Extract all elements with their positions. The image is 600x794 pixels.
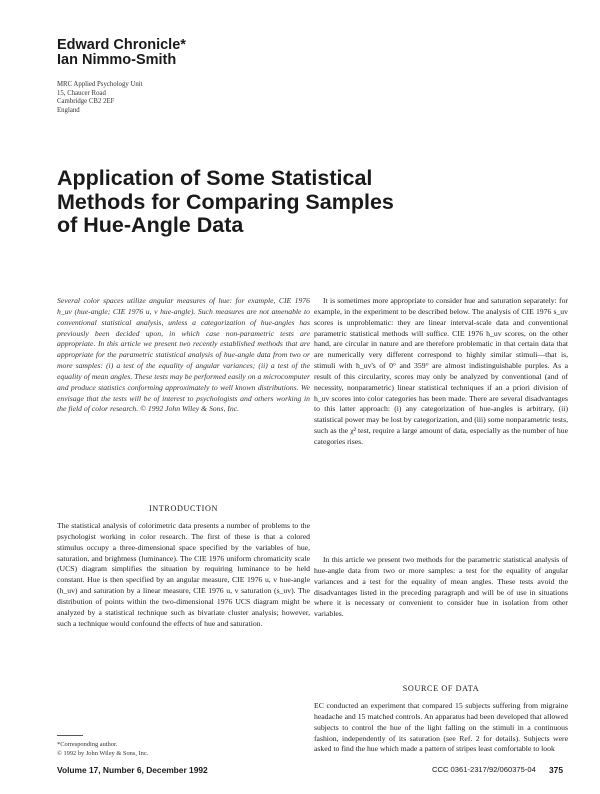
- page-number: 375: [549, 765, 563, 775]
- affiliation-line: 15, Chaucer Road: [57, 89, 106, 97]
- article-title: [57, 167, 477, 238]
- affiliation-line: MRC Applied Psychology Unit: [57, 81, 143, 88]
- body-paragraph: It is sometimes more appropriate to consider hue and saturation separately: for example, in the experiment to be described below. The analysis of CIE 1976 s_uv scores is unproblematic: they are linear interval-scale data and conventional parametric statistical methods will suffice. CIE 1976 h_uv scores, on the other hand, are circular in nature and are therefore problematic in that certain data that are numerically very different correspond to highly similar stimuli—that is, stimuli with h_uv's of 0° and 359° are almost indistinguishable purples. As a result of this circularity, scores may only be analyzed by conventional (and of necessity, nonparametric) linear statistical techniques if an a priori division of h_uv scores into color categories has been made. There are several disadvantages to this latter approach: (i) any categorization of hue-angles is arbitrary, (ii) statistical power may be lost by categorization, and (iii) some nonparametric tests, such as the χ² test, require a large amount of data, especially as the number of hue categories rises.: [314, 296, 568, 446]
- journal-issue: Volume 17, Number 6, December 1992: [57, 765, 208, 775]
- intro-heading: INTRODUCTION: [148, 504, 219, 513]
- author-name: Ian Nimmo-Smith: [57, 52, 177, 68]
- affiliation-line: England: [57, 106, 80, 114]
- right-column-para2: [314, 555, 568, 620]
- footnote-line: *Corresponding author.: [57, 741, 118, 748]
- footnote-rule: [57, 735, 83, 736]
- right-column-para1: [314, 296, 568, 448]
- title-line: of Hue-Angle Data: [57, 213, 244, 237]
- abstract-text: Several color spaces utilize angular measures of hue: for example, CIE 1976 h_uv (hue-angle; CIE 1976 u, v hue-angle). Such measures are not amenable to conventional statistical analysis, unless a categorization of hue-angles has previously been decided upon, in which case non-parametric tests are appropriate. In this article we present two recently established methods that are appropriate for the parametric statistical analysis of hue-angle data from two or more samples: (i) a test of the equality of angular variances; (ii) a test of the equality of mean angles. These tests may be performed easily on a microcomputer and produce statistics conforming approximately to well known distributions. We envisage that the tests will be of interest to psychologists and others working in the field of color research. © 1992 John Wiley & Sons, Inc.: [57, 296, 310, 414]
- title-line: Methods for Comparing Samples: [57, 189, 394, 214]
- affiliation-line: Cambridge CB2 2EF: [57, 98, 115, 106]
- author-name: Edward Chronicle*: [57, 37, 186, 53]
- author-block: [57, 38, 186, 68]
- source-body: [314, 701, 568, 755]
- intro-paragraph: The statistical analysis of colorimetric data presents a number of problems to the psychologist working in color research. The first of these is that a colored stimulus occupy a three-dimensional space specified by the variables of hue, saturation, and brightness (luminance). The CIE 1976 uniform chromaticity scale (UCS) diagram simplifies the situation by requiring luminance to be held constant. Hue is then specified by an angular measure, CIE 1976 u, v hue-angle (h_uv) and saturation by a linear measure, CIE 1976 u, v saturation (s_uv). The distribution of points within the two-dimensional 1976 UCS diagram might be analyzed by a statistical technique such as bivariate cluster analysis; however, such a technique would confound the effects of hue and saturation.: [57, 521, 310, 628]
- footnote: [57, 740, 148, 758]
- ccc-code: CCC 0361-2317/92/060375-04: [432, 765, 536, 774]
- body-paragraph: EC conducted an experiment that compared 15 subjects suffering from migraine headache and 15 matched controls. An apparatus had been developed that allowed subjects to control the hue of the light falling on the stimuli in a continuous fashion, independently of its saturation (see Ref. 2 for details). Subjects were asked to find the hue which made a pattern of stripes least comfortable to look: [314, 701, 568, 754]
- title-line: Application of Some Statistical: [57, 166, 373, 190]
- footnote-line: © 1992 by John Wiley & Sons, Inc.: [57, 750, 149, 757]
- affiliation: [57, 81, 143, 115]
- body-paragraph: In this article we present two methods for the parametric statistical analysis of hue-angle data from two or more samples: a test for the equality of angular variances and a test for the equality of mean angles. These tests avoid the disadvantages listed in the preceding paragraph and will be of use in situations where it is necessary or convenient to consider hue in isolation from other variables.: [314, 555, 568, 619]
- abstract: [57, 296, 310, 415]
- intro-body: [57, 521, 310, 629]
- source-heading: SOURCE OF DATA: [402, 684, 480, 693]
